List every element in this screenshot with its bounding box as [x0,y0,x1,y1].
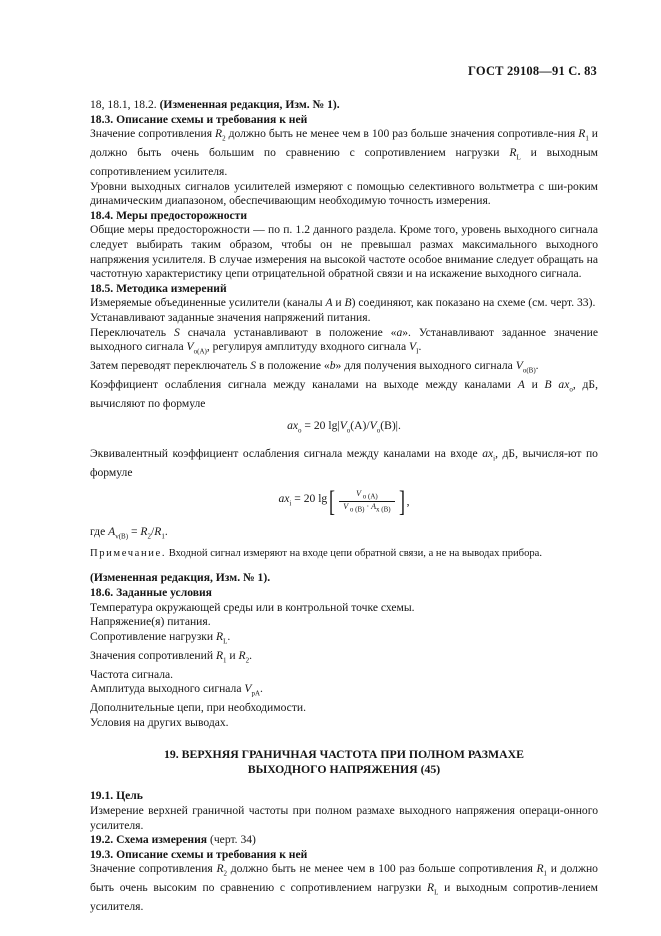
page-header: ГОСТ 29108—91 С. 83 [468,64,597,78]
condition-5: Частота сигнала. [90,667,174,681]
condition-3: Сопротивление нагрузки $R_L$. [90,629,231,646]
para-18-5-6: Эквивалентный коэффициент ослабления сигнала между каналами на входе $ax_i$, дБ, вычисля-ют по формуле [90,447,598,480]
condition-1: Температура окружающей среды или в контрольной точке схемы. [90,600,415,614]
section-19-1-title: 19.1. Цель [90,789,143,803]
section-18-3-title: 18.3. Описание схемы и требования к ней [90,112,308,126]
para-18-5-4: Затем переводят переключатель S в положение «b» для получения выходного сигнала $V_{o(B)}$. [90,359,539,375]
para-18-5-5: Коэффициент ослабления сигнала между каналами на выходе между каналами A и B $ax_o$, дБ, вычисляют по формуле [90,377,598,410]
condition-2: Напряжение(я) питания. [90,615,211,629]
condition-8: Условия на других выводах. [90,715,229,729]
formula-output-attenuation: $ax_o = 20$ $\lg|V_o(A)/V_o(B)|$. [287,419,401,435]
formula-input-attenuation: $ax_i = 20$ lg [ $\frac{V _{o (A)}}{V _{o (B)} \cdot A_x _{(B)}}$ ] , [278,484,410,518]
para-18-5-1: Измеряемые объединенные усилители (каналы A и B) соединяют, как показано на схеме (см. черт. 33). [90,296,596,310]
section-19-3-title: 19.3. Описание схемы и требования к ней [90,847,308,861]
para-where: где $A_{v(B)} = R_2/R_1$. [90,524,168,541]
para-18-5-2: Устанавливают заданные значения напряжений питания. [90,310,371,324]
edit-note-1: 18, 18.1, 18.2. (Измененная редакция, Изм. № 1). [90,98,340,111]
condition-6: Амплитуда выходного сигнала $V_{pA}$. [90,682,263,698]
condition-4: Значения сопротивлений $R_1$ и $R_2$. [90,648,253,664]
condition-7: Дополнительные цепи, при необходимости. [90,701,306,715]
para-18-4: Общие меры предосторожности — по п. 1.2 данного раздела. Кроме того, уровень выходного сигнала следует выбирать таким образом, чтобы он не превышал размах максимального выходного напряжения усилителя. В случае измерения на высокой частоте особое внимание следует обращать на частотную характеристику цепи отрицательной обратной связи и на искажение выходного сигнала. [90,223,598,281]
para-18-3-2: Уровни выходных сигналов усилителей измеряют с помощью селективного вольтметра с ши-роким динамическим диапазоном, обеспечивающим необходимую точность измерения. [90,179,598,208]
edit-note-2: (Измененная редакция, Изм. № 1). [90,571,271,585]
para-18-5-3: Переключатель S сначала устанавливают в положение «a». Устанавливают заданное значение выходного сигнала $V_{o(A)}$, регулируя амплитуду входного сигнала $V_I$. [90,325,599,356]
section-18-5-title: 18.5. Методика измерений [90,281,227,295]
section-18-4-title: 18.4. Меры предосторожности [90,208,248,222]
para-19-1: Измерение верхней граничной частоты при полном размахе выходного напряжения операци-онного усилителя. [90,804,598,832]
section-19-title: 19. ВЕРХНЯЯ ГРАНИЧНАЯ ЧАСТОТА ПРИ ПОЛНОМ РАЗМАХЕ ВЫХОДНОГО НАПРЯЖЕНИЯ (45) [163,747,525,776]
fraction: $\frac{V _{o (A)}}{V _{o (B)} \cdot A_x _{(B)}}$ [339,489,394,515]
document-body [90,98,598,915]
section-19-2-title: 19.2. Схема измерения (черт. 34) [90,833,256,847]
note: Примечание. Входной сигнал измеряют на входе цепи обратной связи, а не на выводах прибора. [90,547,543,559]
section-18-6-title: 18.6. Заданные условия [90,585,212,599]
para-18-3-1: Значение сопротивления $R_2$ должно быть не менее чем в 100 раз больше значения сопротивле-ния $R_1$ и должно быть очень большим по сравнению с сопротивлением нагрузки $R_L$ и выходным сопротивлением усилителя. [90,127,598,178]
para-19-3: Значение сопротивления $R_2$ должно быть не менее чем в 100 раз больше сопротивления $R_1$ и должно быть очень высоким по сравнению с сопротивлением нагрузки $R_L$ и выходным сопротив-лением усилителя. [90,862,598,914]
